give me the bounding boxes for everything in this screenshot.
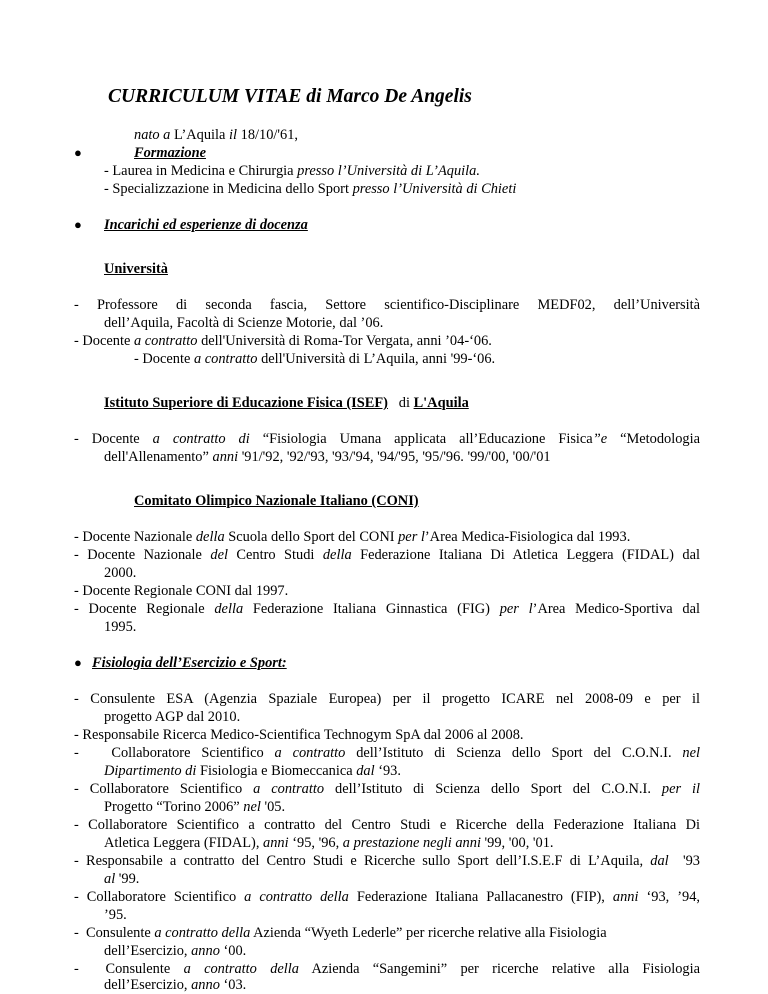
list-item-continuation: dell’Esercizio, anno ‘03. xyxy=(104,977,247,993)
list-item: - Laurea in Medicina e Chirurgia presso l’Università di L’Aquila. xyxy=(104,163,480,179)
list-item: - Docente Regionale CONI dal 1997. xyxy=(74,583,289,599)
subheading-coni: Comitato Olimpico Nazionale Italiano (CONI) xyxy=(134,493,419,509)
list-item: - Collaboratore Scientifico a contratto della Federazione Italiana Pallacanestro (FIP), anni ‘93, ’94, xyxy=(74,889,700,905)
list-item-continuation: Progetto “Torino 2006” nel '05. xyxy=(104,799,286,815)
list-item: - Docente Regionale della Federazione Italiana Ginnastica (FIG) per l’Area Medico-Sportiva dal xyxy=(74,601,701,617)
list-item: - Responsabile a contratto del Centro Studi e Ricerche sullo Sport dell’I.S.E.F di L’Aquila, dal '93 xyxy=(74,853,700,869)
list-item: - Collaboratore Scientifico a contratto del Centro Studi e Ricerche della Federazione Italiana Di xyxy=(74,817,700,833)
list-item-continuation: progetto AGP dal 2010. xyxy=(104,709,241,725)
list-item: - Collaboratore Scientifico a contratto dell’Istituto di Scienza dello Sport del C.O.N.I. nel xyxy=(74,745,700,761)
list-item-continuation: 2000. xyxy=(104,565,137,581)
page-title: CURRICULUM VITAE di Marco De Angelis xyxy=(108,86,472,107)
list-item-continuation: ’95. xyxy=(104,907,127,923)
list-item-continuation: 1995. xyxy=(104,619,137,635)
birth-info: nato a L’Aquila il 18/10/'61, xyxy=(134,127,299,143)
list-item: - Specializzazione in Medicina dello Sport presso l’Università di Chieti xyxy=(104,181,517,197)
section-heading-incarichi: Incarichi ed esperienze di docenza xyxy=(104,217,308,233)
list-item: - Responsabile Ricerca Medico-Scientifica Technogym SpA dal 2006 al 2008. xyxy=(74,727,524,743)
list-item-continuation: Dipartimento di Fisiologia e Biomeccanica dal ‘93. xyxy=(104,763,401,779)
list-item-continuation: al '99. xyxy=(104,871,140,887)
bullet-icon: ● xyxy=(74,145,82,160)
section-heading-fisiologia: Fisiologia dell’Esercizio e Sport: xyxy=(92,655,287,671)
list-item: - Professore di seconda fascia, Settore scientifico-Disciplinare MEDF02, dell’Università xyxy=(74,297,700,313)
list-item: - Docente Nazionale del Centro Studi della Federazione Italiana Di Atletica Leggera (FIDAL) dal xyxy=(74,547,700,563)
list-item-continuation: Atletica Leggera (FIDAL), anni ‘95, '96, a prestazione negli anni '99, '00, '01. xyxy=(104,835,554,851)
subheading-isef: Istituto Superiore di Educazione Fisica (ISEF) di L'Aquila xyxy=(104,395,469,411)
list-item: - Consulente a contratto della Azienda “Sangemini” per ricerche relative alla Fisiologia xyxy=(74,961,700,977)
list-item: - Docente Nazionale della Scuola dello Sport del CONI per l’Area Medica-Fisiologica dal 1993. xyxy=(74,529,631,545)
list-item-continuation: dell'Allenamento” anni '91/'92, '92/'93, '93/'94, '94/'95, '95/'96. '99/'00, '00/'01 xyxy=(104,449,551,465)
subheading-universita: Università xyxy=(104,261,168,277)
list-item: - Consulente a contratto della Azienda “Wyeth Lederle” per ricerche relative alla Fisiologia xyxy=(74,925,607,941)
list-item: - Collaboratore Scientifico a contratto dell’Istituto di Scienza dello Sport del C.O.N.I. per il xyxy=(74,781,701,797)
list-item: - Docente a contratto dell'Università di L’Aquila, anni '99-‘06. xyxy=(134,351,496,367)
list-item: - Consulente ESA (Agenzia Spaziale Europea) per il progetto ICARE nel 2008-09 e per il xyxy=(74,691,700,707)
list-item-continuation: dell’Esercizio, anno ‘00. xyxy=(104,943,247,959)
list-item: - Docente a contratto di “Fisiologia Umana applicata all’Educazione Fisica”e “Metodologia xyxy=(74,431,701,447)
section-heading-formazione: Formazione xyxy=(134,145,206,161)
bullet-icon: ● xyxy=(74,655,82,670)
bullet-icon: ● xyxy=(74,217,82,232)
list-item-continuation: dell’Aquila, Facoltà di Scienze Motorie, dal ’06. xyxy=(104,315,384,331)
list-item: - Docente a contratto dell'Università di Roma-Tor Vergata, anni ’04-‘06. xyxy=(74,333,492,349)
